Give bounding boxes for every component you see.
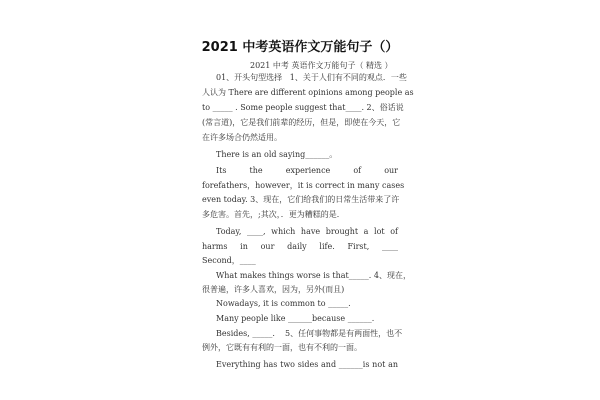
text-line: harms in our daily life. First, ____ [202,242,398,251]
subtitle-line: 2021 中考 英语作文万能句子（ 精选 ） [250,61,393,70]
text-line: There is an old saying______。 [216,150,338,159]
text-line: Second，____ [202,256,256,265]
text-line: even today. 3、现在，它们给我们的日常生活带来了许 [202,195,400,204]
text-line: 01、开头句型选择 1、关于人们有不同的观点．一些 [216,73,407,82]
text-line: 多危害。首先，;其次，．更为糟糕的是． [202,210,345,219]
text-line: What makes things worse is that_____. 4、现在， [216,271,411,280]
text-line: Its the experience of our [216,166,398,175]
text-line: (常言道)，它是我们前辈的经历，但是，即使在今天，它 [202,118,401,127]
text-line: Nowadays, it is common to _____. [216,299,351,308]
text-line: 例外，它既有有利的一面，也有不利的一面。 [202,343,362,352]
text-line: Many people like ______because ______. [216,314,375,323]
text-line: Besides, _____. 5、任何事物都是有两面性，也不 [216,329,403,338]
text-line: 很普遍，许多人喜欢，因为，另外(而且) [202,285,345,294]
text-line: 在许多场合仍然适用。 [202,133,282,142]
text-line: Today, ____, which have brought a lot of [216,227,398,236]
text-line: forefathers，however，it is correct in many cases [202,181,405,190]
page-title: 2021 中考英语作文万能句子（） [201,40,399,55]
text-line: Everything has two sides and ______is not an [216,360,398,369]
text-line: 人认为 There are different opinions among people as [202,88,414,97]
text-line: to _____ . Some people suggest that____. 2、俗话说 [202,103,404,112]
